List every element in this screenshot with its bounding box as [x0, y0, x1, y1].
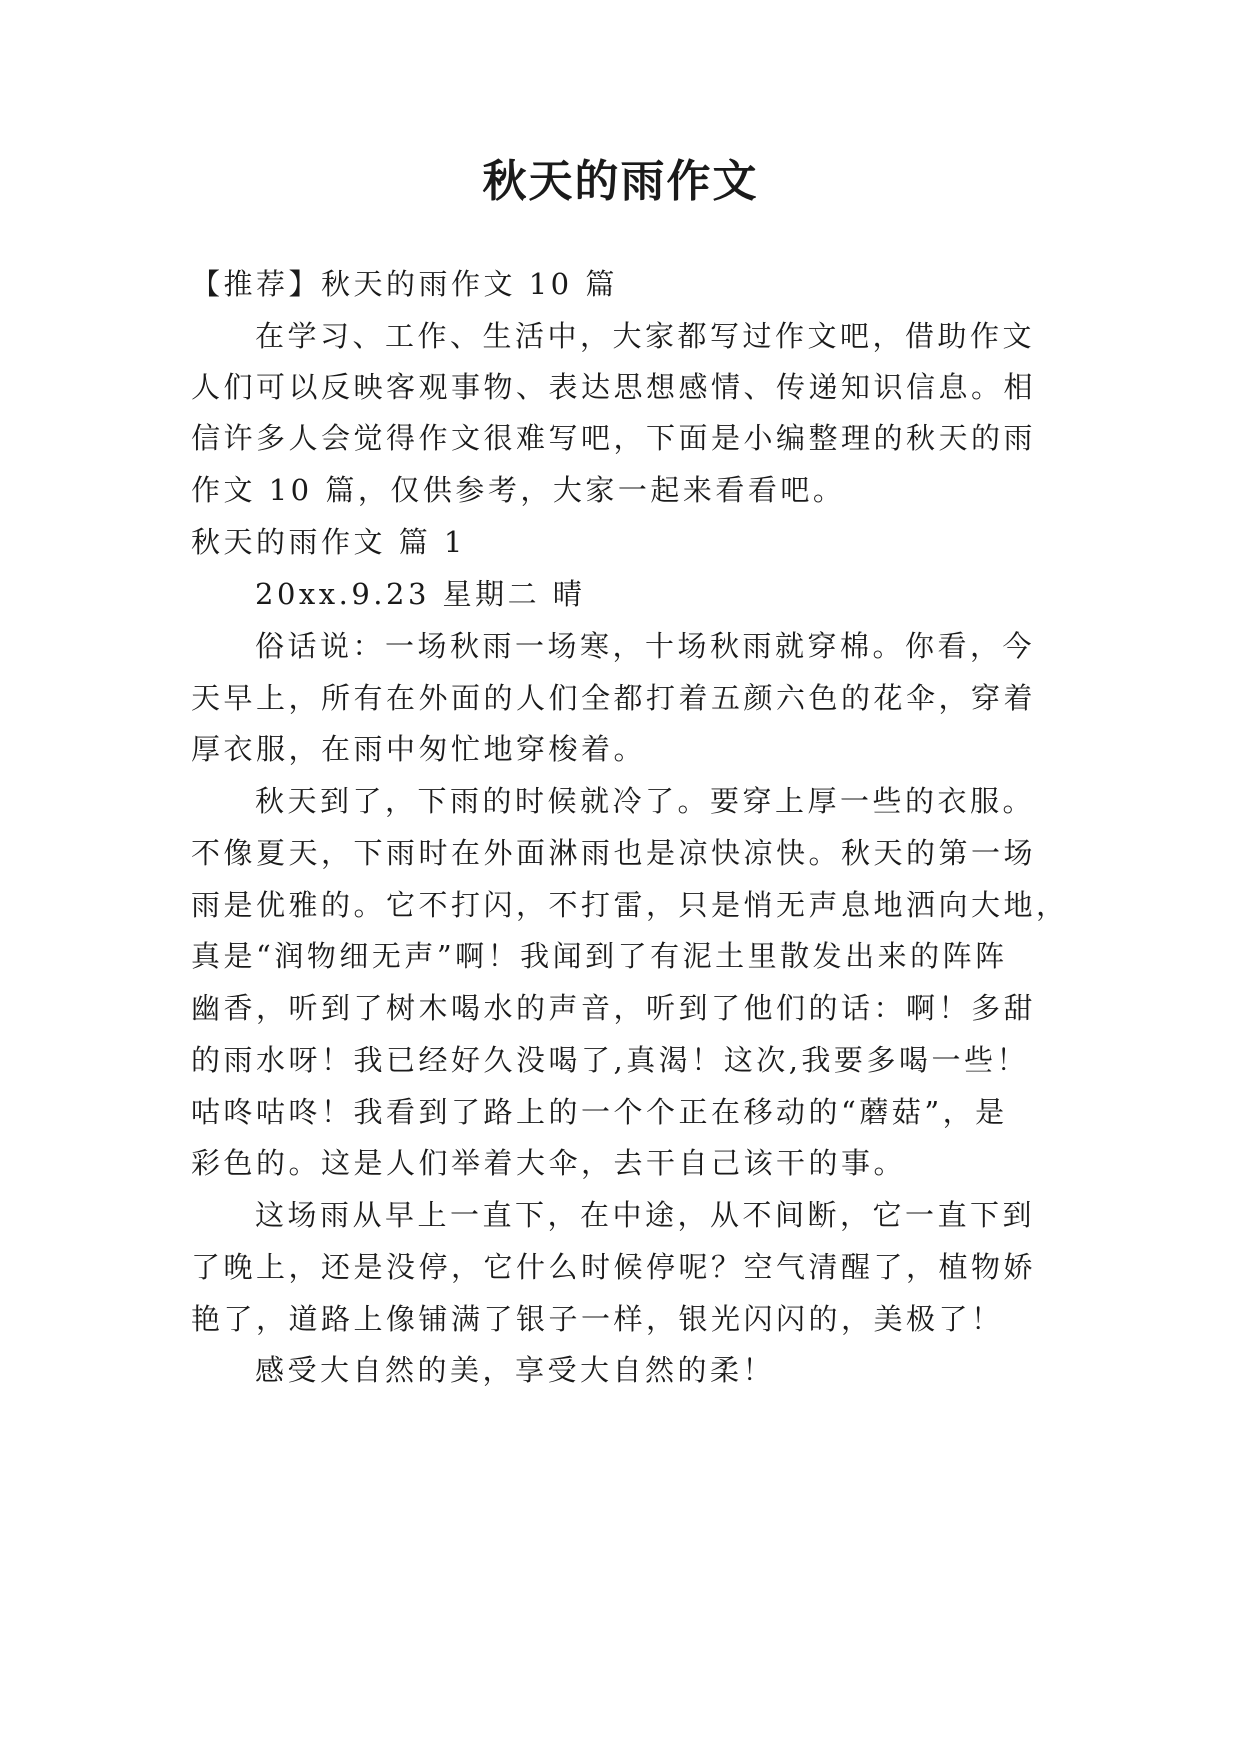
- text-line: 幽香，听到了树木喝水的声音，听到了他们的话：啊！多甜: [191, 991, 1037, 1025]
- text-line: 了晚上，还是没停，它什么时候停呢？空气清醒了，植物娇: [191, 1250, 1037, 1284]
- text-line: 在学习、工作、生活中，大家都写过作文吧，借助作文: [255, 319, 1036, 353]
- date-line: 20xx.9.23 星期二 晴: [255, 577, 586, 611]
- text-line: 的雨水呀！我已经好久没喝了,真渴！这次,我要多喝一些！: [191, 1043, 1029, 1077]
- text-line: 俗话说：一场秋雨一场寒，十场秋雨就穿棉。你看，今: [255, 629, 1036, 663]
- text-line: 雨是优雅的。它不打闪，不打雷，只是悄无声息地洒向大地，: [191, 888, 1069, 922]
- text-line: 天早上，所有在外面的人们全都打着五颜六色的花伞，穿着: [191, 681, 1037, 715]
- text-line: 不像夏天，下雨时在外面淋雨也是凉快凉快。秋天的第一场: [191, 836, 1037, 870]
- text-line: 真是“润物细无声”啊！我闻到了有泥土里散发出来的阵阵: [191, 939, 1008, 973]
- text-line: 厚衣服，在雨中匆忙地穿梭着。: [191, 732, 647, 766]
- text-line: 彩色的。这是人们举着大伞，去干自己该干的事。: [191, 1146, 907, 1180]
- text-line: 秋天到了，下雨的时候就冷了。要穿上厚一些的衣服。: [255, 784, 1036, 818]
- text-line: 感受大自然的美，享受大自然的柔！: [255, 1353, 776, 1387]
- document-title: 秋天的雨作文: [482, 156, 759, 207]
- section-heading: 秋天的雨作文 篇 1: [191, 525, 466, 559]
- text-line: 人们可以反映客观事物、表达思想感情、传递知识信息。相: [191, 370, 1037, 404]
- subtitle-line: 【推荐】秋天的雨作文 10 篇: [191, 267, 618, 301]
- text-line: 咕咚咕咚！我看到了路上的一个个正在移动的“蘑菇”，是: [191, 1095, 1008, 1129]
- text-line: 信许多人会觉得作文很难写吧，下面是小编整理的秋天的雨: [191, 421, 1037, 455]
- text-line: 这场雨从早上一直下，在中途，从不间断，它一直下到: [255, 1198, 1036, 1232]
- text-line: 作文 10 篇，仅供参考，大家一起来看看吧。: [191, 473, 846, 507]
- text-line: 艳了，道路上像铺满了银子一样，银光闪闪的，美极了！: [191, 1302, 1004, 1336]
